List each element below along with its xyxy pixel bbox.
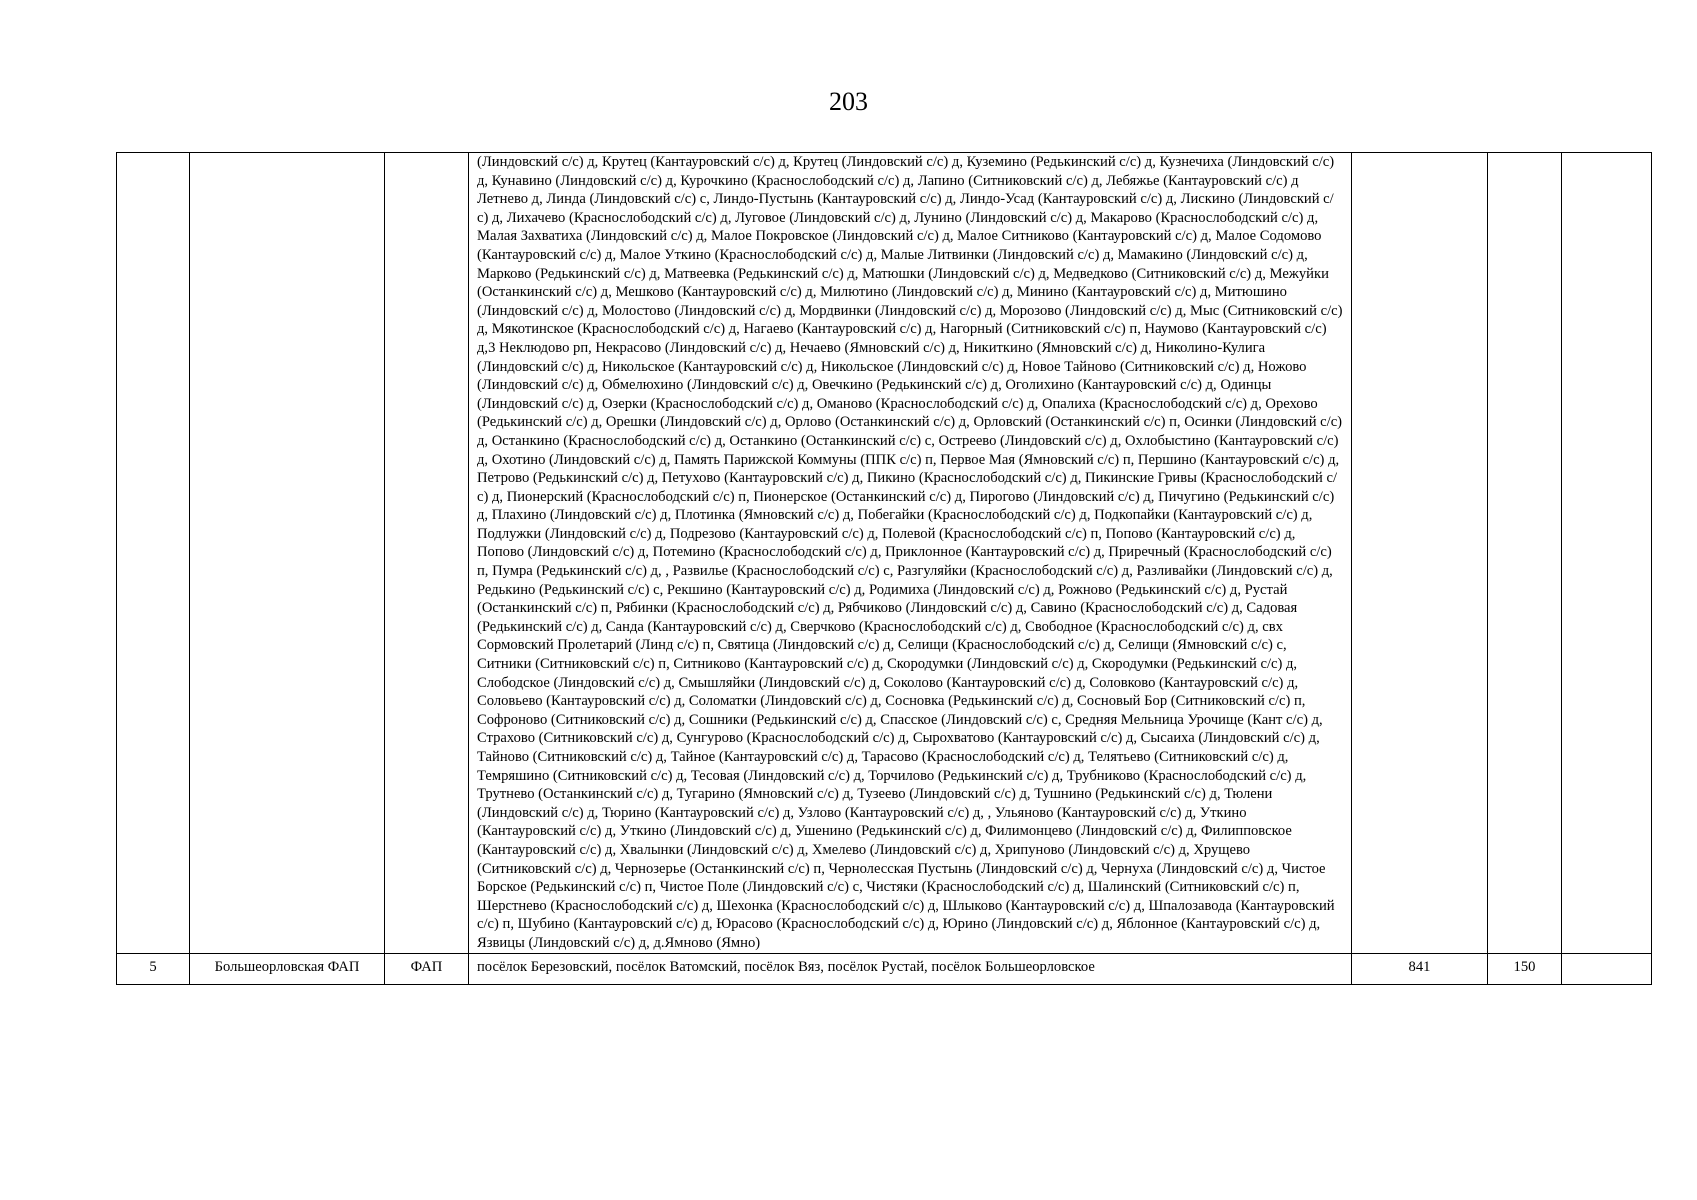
cell-type: ФАП [385, 953, 469, 985]
cell-type [385, 153, 469, 954]
cell-value-3 [1562, 953, 1652, 985]
facilities-table [116, 152, 1652, 985]
cell-number: 5 [117, 953, 190, 985]
page-number: 203 [829, 87, 868, 116]
cell-value-1 [1352, 153, 1488, 954]
table-row [117, 953, 1652, 985]
cell-value-2 [1488, 153, 1562, 954]
cell-value-1: 841 [1352, 953, 1488, 985]
cell-name: Большеорловская ФАП [190, 953, 385, 985]
cell-name [190, 153, 385, 954]
cell-value-3 [1562, 153, 1652, 954]
cell-settlements: (Линдовский с/с) д, Крутец (Кантауровский с/с) д, Крутец (Линдовский с/с) д, Куземино (Редькинский с/с) д, Кузнечиха (Линдовский с/с) д, Кунавино (Линдовский с/с) д, Курочкино (Краснослободский с/с) д, Лапино (Ситниковский с/с) д, Лебяжье (Кантауровский с/с) д Летнево д, Линда (Линдовский с/с) с, Линдо-Пустынь (Кантауровский с/с) д, Линдо-Усад (Кантауровский с/с) д, Лискино (Линдовский с/с) д, Лихачево (Краснослободский с/с) д, Луговое (Линдовский с/с) д, Лунино (Линдовский с/с) д, Макарово (Краснослободский с/с) д, Малая Захватиха (Линдовский с/с) д, Малое Покровское (Линдовский с/с) д, Малое Ситниково (Кантауровский с/с) д, Малое Содомово (Кантауровский с/с) д, Малое Уткино (Краснослободский с/с) д, Малые Литвинки (Линдовский с/с) д, Мамакино (Линдовский с/с) д, Марково (Редькинский с/с) д, Матвеевка (Редькинский с/с) д, Матюшки (Линдовский с/с) д, Медведково (Ситниковский с/с) д, Межуйки (Останкинский с/с) д, Мешково (Кантауровский с/с) д, Милютино (Линдовский с/с) д, Минино (Кантауровский с/с) д, Митюшино (Линдовский с/с) д, Молостово (Линдовский с/с) д, Мордвинки (Линдовский с/с) д, Морозово (Линдовский с/с) д, Мыс (Ситниковский с/с) д, Мякотинское (Краснослободский с/с) д, Нагаево (Кантауровский с/с) д, Нагорный (Ситниковский с/с) п, Наумово (Кантауровский с/с) д,3 Неклюдово рп, Некрасово (Линдовский с/с) д, Нечаево (Ямновский с/с) д, Никиткино (Ямновский с/с) д, Николино-Кулига (Линдовский с/с) д, Никольское (Кантауровский с/с) д, Никольское (Линдовский с/с) д, Новое Тайново (Ситниковский с/с) д, Ножово (Линдовский с/с) д, Обмелюхино (Линдовский с/с) д, Овечкино (Редькинский с/с) д, Оголихино (Кантауровский с/с) д, Одинцы (Линдовский с/с) д, Озерки (Краснослободский с/с) д, Оманово (Краснослободский с/с) д, Опалиха (Краснослободский с/с) д, Орехово (Редькинский с/с) д, Орешки (Линдовский с/с) д, Орлово (Останкинский с/с) д, Орловский (Останкинский с/с) п, Осинки (Линдовский с/с) д, Останкино (Краснослободский с/с) д, Останкино (Останкинский с/с) с, Остреево (Линдовский с/с) д, Охлобыстино (Кантауровский с/с) д, Охотино (Линдовский с/с) д, Память Парижской Коммуны (ППК с/с) п, Первое Мая (Ямновский с/с) п, Першино (Кантауровский с/с) д, Петрово (Редькинский с/с) д, Петухово (Кантауровский с/с) д, Пикино (Краснослободский с/с) д, Пикинские Гривы (Краснослободский с/с) д, Пионерский (Краснослободский с/с) п, Пионерское (Останкинский с/с) д, Пирогово (Линдовский с/с) д, Пичугино (Редькинский с/с) д, Плахино (Линдовский с/с) д, Плотинка (Ямновский с/с) д, Побегайки (Краснослободский с/с) д, Подкопайки (Кантауровский с/с) д, Подлужки (Линдовский с/с) д, Подрезово (Кантауровский с/с) д, Полевой (Краснослободский с/с) п, Попово (Кантауровский с/с) д, Попово (Линдовский с/с) д, Потемино (Краснослободский с/с) д, Приклонное (Кантауровский с/с) д, Приречный (Краснослободский с/с) п, Пумра (Редькинский с/с) д, , Развилье (Краснослободский с/с) с, Разгуляйки (Краснослободский с/с) д, Разливайки (Линдовский с/с) д, Редькино (Редькинский с/с) с, Рекшино (Кантауровский с/с) д, Родимиха (Линдовский с/с) д, Рожново (Редькинский с/с) д, Рустай (Останкинский с/с) п, Рябинки (Краснослободский с/с) д, Рябчиково (Линдовский с/с) д, Савино (Краснослободский с/с) д, Садовая (Редькинский с/с) д, Санда (Кантауровский с/с) д, Сверчково (Краснослободский с/с) д, Свободное (Краснослободский с/с) д, свх Сормовский Пролетарий (Линд с/с) п, Святица (Линдовский с/с) д, Селищи (Краснослободский с/с) д, Селищи (Ямновский с/с) с, Ситники (Ситниковский с/с) п, Ситниково (Кантауровский с/с) д, Скородумки (Линдовский с/с) д, Скородумки (Редькинский с/с) д, Слободское (Линдовский с/с) д, Смышляйки (Линдовский с/с) д, Соколово (Кантауровский с/с) д, Соловково (Кантауровский с/с) д, Соловьево (Кантауровский с/с) д, Соломатки (Линдовский с/с) д, Сосновка (Редькинский с/с) д, Сосновый Бор (Ситниковский с/с) п, Софроново (Ситниковский с/с) д, Сошники (Редькинский с/с) д, Спасское (Линдовский с/с) с, Средняя Мельница Урочище (Кант с/с) д, Страхово (Ситниковский с/с) д, Сунгурово (Краснослободский с/с) д, Сырохватово (Кантауровский с/с) д, Сысаиха (Линдовский с/с) д, Тайново (Ситниковский с/с) д, Тайное (Кантауровский с/с) д, Тарасово (Краснослободский с/с) д, Телятьево (Ситниковский с/с) д, Темряшино (Ситниковский с/с) д, Тесовая (Линдовский с/с) д, Торчилово (Редькинский с/с) д, Трубниково (Краснослободский с/с) д, Трутнево (Останкинский с/с) д, Тугарино (Ямновский с/с) д, Тузеево (Линдовский с/с) д, Тушнино (Редькинский с/с) д, Тюлени (Линдовский с/с) д, Тюрино (Кантауровский с/с) д, Узлово (Кантауровский с/с) д, , Ульяново (Кантауровский с/с) д, Уткино (Кантауровский с/с) д, Уткино (Линдовский с/с) д, Ушенино (Редькинский с/с) д, Филимонцево (Линдовский с/с) д, Филипповское (Кантауровский с/с) д, Хвалынки (Линдовский с/с) д, Хмелево (Линдовский с/с) д, Хрипуново (Линдовский с/с) д, Хрущево (Ситниковский с/с) д, Чернозерье (Останкинский с/с) п, Чернолесская Пустынь (Линдовский с/с) д, Чернуха (Линдовский с/с) д, Чистое Борское (Редькинский с/с) п, Чистое Поле (Линдовский с/с) с, Чистяки (Краснослободский с/с) д, Шалинский (Ситниковский с/с) п, Шерстнево (Краснослободский с/с) д, Шехонка (Краснослободский с/с) д, Шлыково (Кантауровский с/с) д, Шпалозавода (Кантауровский с/с) п, Шубино (Кантауровский с/с) д, Юрасово (Краснослободский с/с) д, Юрино (Линдовский с/с) д, Яблонное (Кантауровский с/с) д, Язвицы (Линдовский с/с) д, д.Ямново (Ямно) [469, 153, 1352, 954]
cell-settlements: посёлок Березовский, посёлок Ватомский, посёлок Вяз, посёлок Рустай, посёлок Большеорловское [469, 953, 1352, 985]
cell-value-2: 150 [1488, 953, 1562, 985]
cell-number [117, 153, 190, 954]
table-row-continuation [117, 153, 1652, 954]
